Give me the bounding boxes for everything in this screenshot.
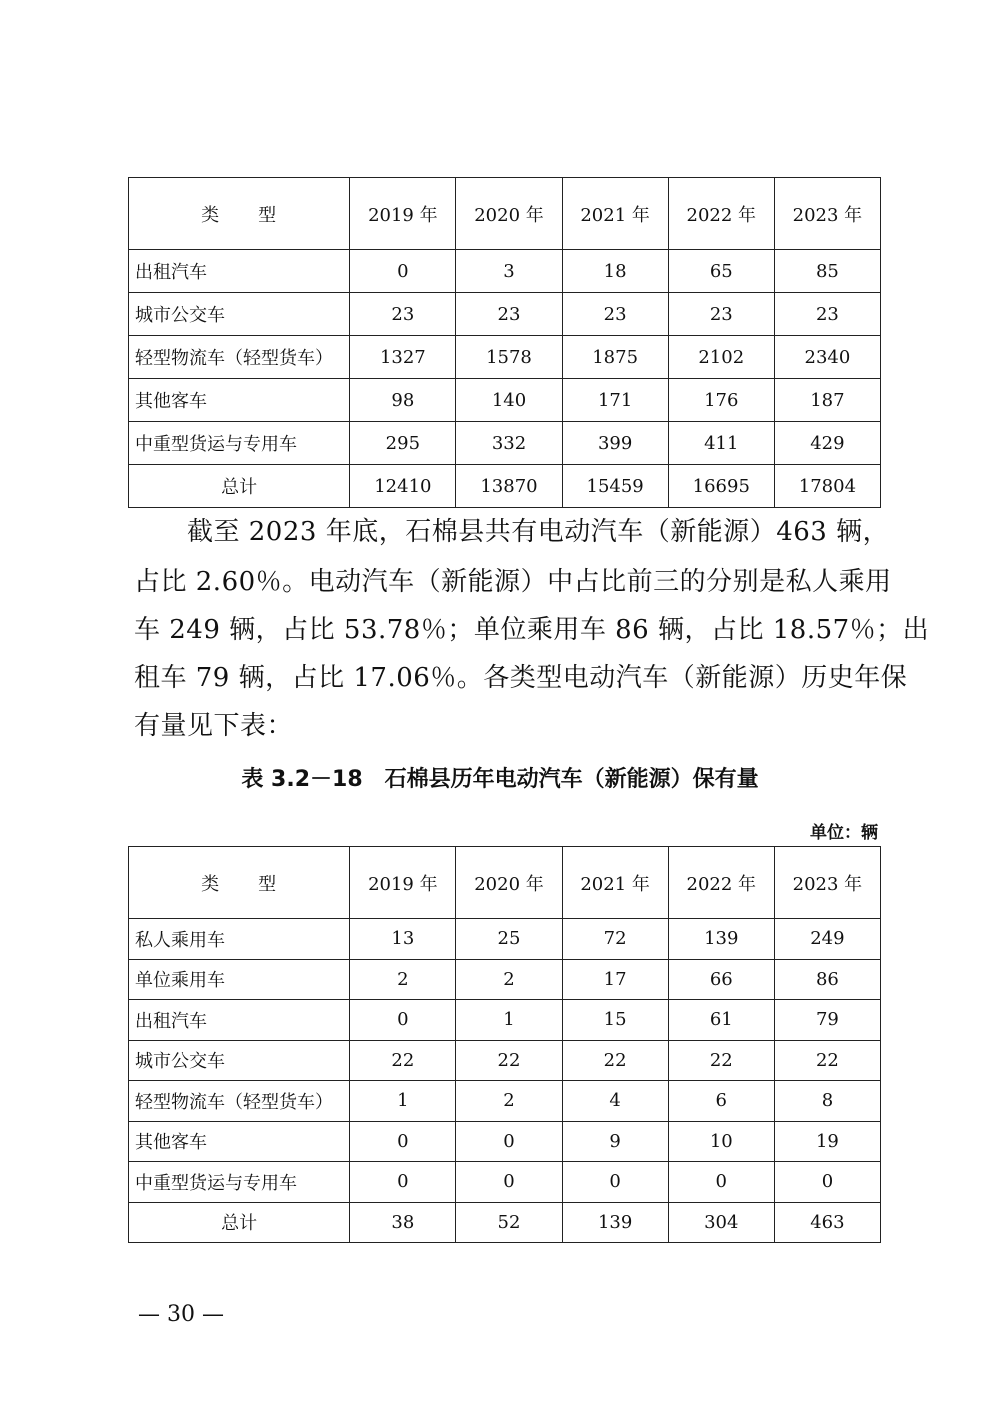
count-cell: 23 bbox=[774, 293, 880, 336]
count-cell: 463 bbox=[774, 1202, 880, 1243]
count-cell: 140 bbox=[456, 379, 562, 422]
table-row bbox=[129, 1081, 881, 1122]
vehicle-type-cell: 城市公交车 bbox=[129, 293, 350, 336]
count-cell: 6 bbox=[668, 1081, 774, 1122]
count-cell: 0 bbox=[774, 1162, 880, 1203]
count-cell: 187 bbox=[774, 379, 880, 422]
count-cell: 79 bbox=[774, 1000, 880, 1041]
count-cell: 23 bbox=[456, 293, 562, 336]
table-row bbox=[129, 1121, 881, 1162]
vehicle-type-cell: 中重型货运与专用车 bbox=[129, 422, 350, 465]
year-column-header: 2021 年 bbox=[562, 178, 668, 250]
vehicle-type-cell: 轻型物流车（轻型货车） bbox=[129, 336, 350, 379]
count-cell: 176 bbox=[668, 379, 774, 422]
vehicle-type-cell: 出租汽车 bbox=[129, 250, 350, 293]
count-cell: 0 bbox=[350, 1121, 456, 1162]
count-cell: 0 bbox=[350, 1000, 456, 1041]
count-cell: 2 bbox=[350, 959, 456, 1000]
paragraph-line: 占比 2.60％。电动汽车（新能源）中占比前三的分别是私人乘用 bbox=[134, 567, 892, 597]
count-cell: 15459 bbox=[562, 465, 668, 508]
count-cell: 72 bbox=[562, 919, 668, 960]
page-number: — 30 — bbox=[138, 1302, 224, 1327]
count-cell: 249 bbox=[774, 919, 880, 960]
count-cell: 1327 bbox=[350, 336, 456, 379]
count-cell: 2340 bbox=[774, 336, 880, 379]
count-cell: 18 bbox=[562, 250, 668, 293]
count-cell: 52 bbox=[456, 1202, 562, 1243]
count-cell: 9 bbox=[562, 1121, 668, 1162]
count-cell: 22 bbox=[562, 1040, 668, 1081]
vehicle-type-cell: 私人乘用车 bbox=[129, 919, 350, 960]
year-column-header: 2019 年 bbox=[350, 178, 456, 250]
table-row bbox=[129, 959, 881, 1000]
count-cell: 22 bbox=[456, 1040, 562, 1081]
year-column-header: 2023 年 bbox=[774, 178, 880, 250]
table-row bbox=[129, 1040, 881, 1081]
year-column-header: 2022 年 bbox=[668, 178, 774, 250]
count-cell: 332 bbox=[456, 422, 562, 465]
count-cell: 25 bbox=[456, 919, 562, 960]
count-cell: 399 bbox=[562, 422, 668, 465]
unit-label: 单位：辆 bbox=[810, 823, 878, 843]
table-header-row bbox=[129, 178, 881, 250]
table-row bbox=[129, 336, 881, 379]
year-column-header: 2021 年 bbox=[562, 847, 668, 919]
count-cell: 304 bbox=[668, 1202, 774, 1243]
vehicle-type-cell: 其他客车 bbox=[129, 1121, 350, 1162]
count-cell: 171 bbox=[562, 379, 668, 422]
count-cell: 23 bbox=[668, 293, 774, 336]
vehicle-type-cell: 单位乘用车 bbox=[129, 959, 350, 1000]
total-row bbox=[129, 1202, 881, 1243]
count-cell: 2 bbox=[456, 959, 562, 1000]
count-cell: 38 bbox=[350, 1202, 456, 1243]
ev-ownership-table bbox=[128, 846, 881, 1243]
total-row bbox=[129, 465, 881, 508]
count-cell: 0 bbox=[350, 250, 456, 293]
table-row bbox=[129, 379, 881, 422]
count-cell: 0 bbox=[562, 1162, 668, 1203]
table-row bbox=[129, 1162, 881, 1203]
count-cell: 2 bbox=[456, 1081, 562, 1122]
vehicle-type-cell: 城市公交车 bbox=[129, 1040, 350, 1081]
paragraph-line: 截至 2023 年底，石棉县共有电动汽车（新能源）463 辆， bbox=[134, 517, 890, 547]
year-column-header: 2022 年 bbox=[668, 847, 774, 919]
table-header-row bbox=[129, 847, 881, 919]
count-cell: 61 bbox=[668, 1000, 774, 1041]
count-cell: 139 bbox=[562, 1202, 668, 1243]
count-cell: 17804 bbox=[774, 465, 880, 508]
table-row bbox=[129, 422, 881, 465]
table-row bbox=[129, 1000, 881, 1041]
count-cell: 10 bbox=[668, 1121, 774, 1162]
count-cell: 0 bbox=[456, 1121, 562, 1162]
count-cell: 13 bbox=[350, 919, 456, 960]
paragraph-line: 车 249 辆，占比 53.78％；单位乘用车 86 辆，占比 18.57％；出 bbox=[134, 615, 930, 645]
count-cell: 1 bbox=[350, 1081, 456, 1122]
count-cell: 22 bbox=[350, 1040, 456, 1081]
count-cell: 98 bbox=[350, 379, 456, 422]
count-cell: 65 bbox=[668, 250, 774, 293]
year-column-header: 2019 年 bbox=[350, 847, 456, 919]
count-cell: 8 bbox=[774, 1081, 880, 1122]
year-column-header: 2023 年 bbox=[774, 847, 880, 919]
table-row bbox=[129, 293, 881, 336]
paragraph-line: 有量见下表： bbox=[134, 711, 294, 741]
count-cell: 19 bbox=[774, 1121, 880, 1162]
count-cell: 0 bbox=[456, 1162, 562, 1203]
count-cell: 1578 bbox=[456, 336, 562, 379]
count-cell: 86 bbox=[774, 959, 880, 1000]
type-column-header: 类 型 bbox=[129, 178, 350, 250]
vehicle-type-cell: 总计 bbox=[129, 1202, 350, 1243]
count-cell: 139 bbox=[668, 919, 774, 960]
paragraph-line: 租车 79 辆，占比 17.06％。各类型电动汽车（新能源）历史年保 bbox=[134, 663, 908, 693]
count-cell: 66 bbox=[668, 959, 774, 1000]
count-cell: 429 bbox=[774, 422, 880, 465]
year-column-header: 2020 年 bbox=[456, 178, 562, 250]
count-cell: 23 bbox=[562, 293, 668, 336]
type-column-header: 类 型 bbox=[129, 847, 350, 919]
count-cell: 22 bbox=[668, 1040, 774, 1081]
vehicle-type-cell: 中重型货运与专用车 bbox=[129, 1162, 350, 1203]
table-caption: 表 3.2－18 石棉县历年电动汽车（新能源）保有量 bbox=[241, 767, 759, 792]
count-cell: 3 bbox=[456, 250, 562, 293]
vehicle-type-cell: 其他客车 bbox=[129, 379, 350, 422]
count-cell: 15 bbox=[562, 1000, 668, 1041]
count-cell: 13870 bbox=[456, 465, 562, 508]
count-cell: 0 bbox=[350, 1162, 456, 1203]
count-cell: 16695 bbox=[668, 465, 774, 508]
count-cell: 22 bbox=[774, 1040, 880, 1081]
vehicle-type-cell: 出租汽车 bbox=[129, 1000, 350, 1041]
year-column-header: 2020 年 bbox=[456, 847, 562, 919]
vehicle-type-cell: 总计 bbox=[129, 465, 350, 508]
count-cell: 23 bbox=[350, 293, 456, 336]
count-cell: 2102 bbox=[668, 336, 774, 379]
vehicle-table-continued bbox=[128, 177, 881, 508]
vehicle-type-cell: 轻型物流车（轻型货车） bbox=[129, 1081, 350, 1122]
count-cell: 1 bbox=[456, 1000, 562, 1041]
count-cell: 4 bbox=[562, 1081, 668, 1122]
table-row bbox=[129, 250, 881, 293]
count-cell: 17 bbox=[562, 959, 668, 1000]
count-cell: 0 bbox=[668, 1162, 774, 1203]
count-cell: 85 bbox=[774, 250, 880, 293]
count-cell: 1875 bbox=[562, 336, 668, 379]
count-cell: 295 bbox=[350, 422, 456, 465]
table-row bbox=[129, 919, 881, 960]
count-cell: 12410 bbox=[350, 465, 456, 508]
count-cell: 411 bbox=[668, 422, 774, 465]
